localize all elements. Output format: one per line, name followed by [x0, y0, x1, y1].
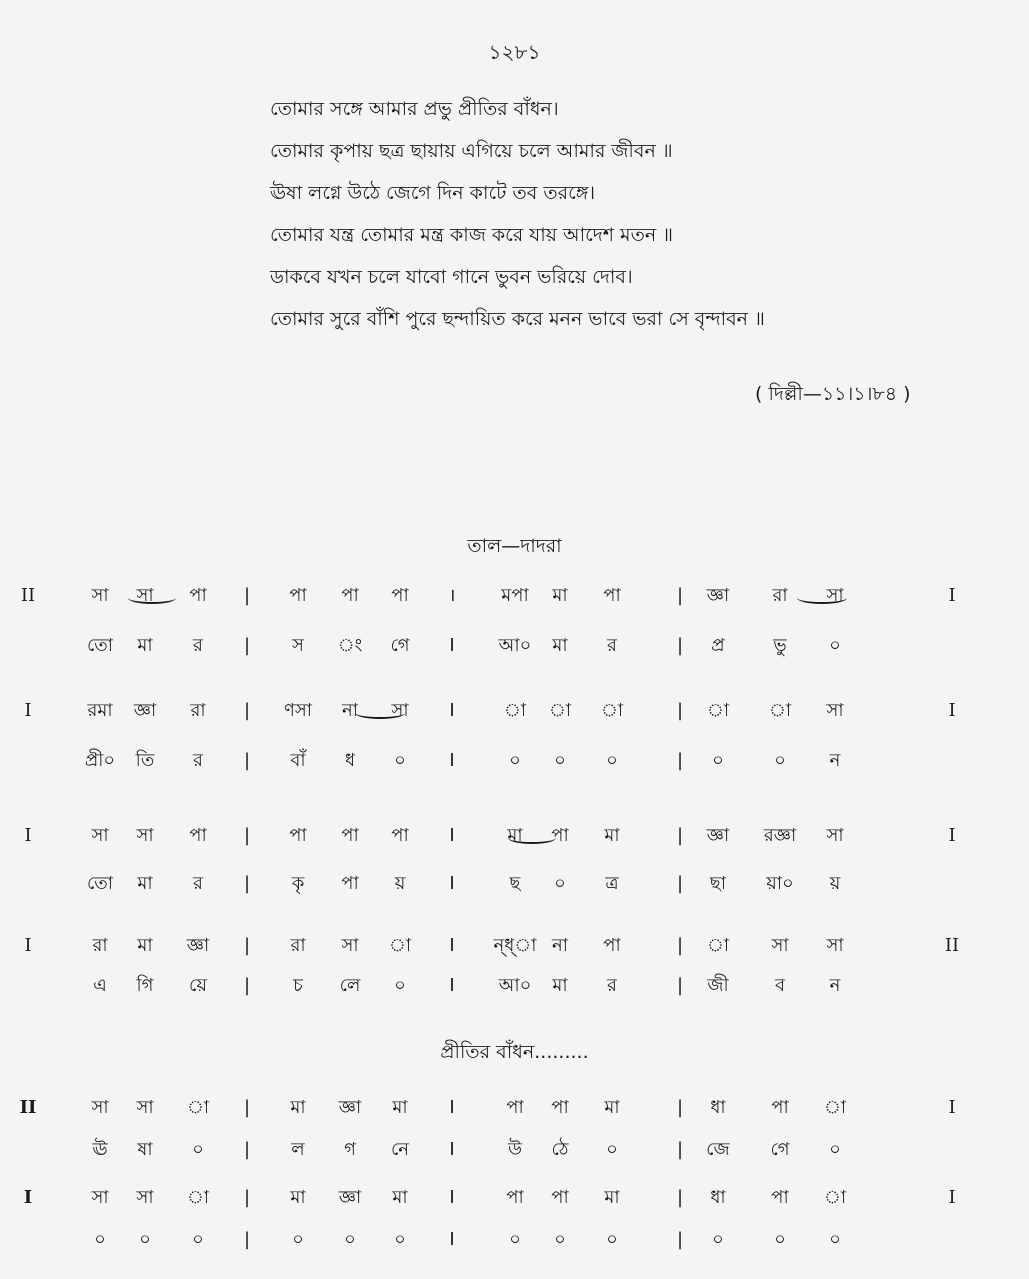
lyric-syllable-row [0, 628, 1029, 664]
lyric-syllable: ০ [829, 1139, 841, 1160]
swara-note: পা [506, 1097, 524, 1118]
slur-arc [355, 707, 405, 719]
swara-note: পা [189, 825, 207, 846]
swara-note: সা [136, 1097, 154, 1118]
bar-line: I [24, 825, 32, 846]
swara-note: মা [604, 825, 620, 846]
lyric-syllable: ০ [344, 1229, 356, 1250]
swara-note: পা [551, 825, 569, 846]
bar-line: I [449, 1139, 455, 1160]
bar-line: II [19, 1097, 37, 1118]
lyric-syllable: ন [829, 750, 841, 771]
swara-note: পা [289, 825, 307, 846]
bar-line: I [948, 1187, 956, 1208]
swara-note: মা [392, 1097, 408, 1118]
bar-line: I [948, 1097, 956, 1118]
lyric-line: তোমার সুরে বাঁশি পুরে ছন্দায়িত করে মনন ভাবে ভরা সে বৃন্দাবন ॥ [270, 308, 765, 330]
lyric-syllable: ০ [606, 750, 618, 771]
bar-line: I [449, 700, 455, 721]
lyric-syllable: ং [337, 635, 363, 656]
swara-note: রজ্ঞা [763, 825, 797, 846]
bar-line: I [948, 585, 956, 606]
bar-line: I [24, 700, 32, 721]
bar-line: | [243, 1229, 251, 1250]
swara-note: া [706, 700, 730, 721]
slur-arc [128, 592, 176, 604]
lyric-syllable: এ [93, 975, 107, 996]
bar-line: | [676, 1187, 684, 1208]
swara-note: পা [551, 1187, 569, 1208]
lyric-syllable: ০ [94, 1229, 106, 1250]
lyric-syllable: আ০ [498, 975, 532, 996]
swara-note: পা [341, 585, 359, 606]
lyric-syllable: র [193, 635, 203, 656]
lyric-syllable: ধ [344, 750, 356, 771]
lyric-syllable: ০ [509, 1229, 521, 1250]
swara-note: া [823, 1187, 847, 1208]
lyric-syllable: তি [135, 750, 155, 771]
lyric-syllable: ০ [192, 1229, 204, 1250]
swara-note: মা [604, 1187, 620, 1208]
lyric-syllable: ০ [774, 750, 786, 771]
lyric-syllable: গ [344, 1139, 356, 1160]
swara-note: মা [290, 1097, 306, 1118]
swara-note: সা [91, 1097, 109, 1118]
lyric-syllable: ০ [554, 873, 566, 894]
lyric-syllable-row [0, 866, 1029, 902]
lyric-syllable: ০ [509, 750, 521, 771]
slur-arc [508, 832, 556, 844]
page-number: ১২৮১ [488, 40, 541, 64]
swara-note: মা [552, 585, 568, 606]
bar-line: | [676, 585, 684, 606]
lyric-syllable: লে [339, 975, 361, 996]
lyric-syllable: ঠে [551, 1139, 569, 1160]
lyric-syllable: ০ [606, 1229, 618, 1250]
swara-note: রা [190, 700, 206, 721]
swara-note: না [342, 700, 358, 721]
bar-line: I [449, 975, 455, 996]
swara-note: জ্ঞা [706, 825, 730, 846]
lyric-syllable: ০ [606, 1139, 618, 1160]
lyric-syllable: মা [552, 635, 568, 656]
swara-note: া [600, 700, 624, 721]
bar-line: | [243, 975, 251, 996]
lyric-syllable-row [0, 1132, 1029, 1168]
bar-line: | [243, 700, 251, 721]
bar-line: I [449, 635, 455, 656]
lyric-syllable: তো [86, 873, 114, 894]
lyric-syllable: ঊ [92, 1139, 108, 1160]
swara-note: জ্ঞা [338, 1097, 362, 1118]
swara-note: জ্ঞা [706, 585, 730, 606]
lyric-syllable: ছা [709, 873, 727, 894]
bar-line: I [449, 935, 455, 956]
lyric-syllable: আ০ [498, 635, 532, 656]
swara-note: সা [391, 700, 409, 721]
swara-note: না [552, 935, 568, 956]
lyric-line: তোমার কৃপায় ছত্র ছায়ায় এগিয়ে চলে আমার জীবন ॥ [270, 140, 673, 162]
lyric-syllable: ০ [192, 1139, 204, 1160]
lyric-syllable: গে [770, 1139, 790, 1160]
bar-line: I [449, 1229, 455, 1250]
lyric-syllable: বাঁ [290, 750, 306, 771]
swara-note: সা [826, 935, 844, 956]
lyric-line: ডাকবে যখন চলে যাবো গানে ভুবন ভরিয়ে দোব। [270, 266, 633, 288]
swara-note: পা [289, 585, 307, 606]
bar-line: | [243, 750, 251, 771]
bar-line: | [243, 825, 251, 846]
lyric-syllable: প্রী০ [84, 750, 116, 771]
lyric-syllable: র [607, 975, 617, 996]
bar-line: | [676, 935, 684, 956]
song-lyrics [270, 88, 990, 340]
lyric-syllable: ত্র [605, 873, 619, 894]
lyric-syllable: নে [390, 1139, 410, 1160]
lyric-syllable: ০ [394, 750, 406, 771]
slur-arc [797, 592, 847, 604]
lyric-syllable-row [0, 743, 1029, 779]
swara-note: পা [551, 1097, 569, 1118]
bar-line: I [24, 935, 32, 956]
lyric-syllable: উ [507, 1139, 523, 1160]
lyric-syllable: প্র [711, 635, 725, 656]
lyric-syllable: ০ [554, 750, 566, 771]
swara-note: া [503, 700, 527, 721]
bar-line: I [948, 700, 956, 721]
lyric-syllable: ০ [554, 1229, 566, 1250]
lyric-syllable: ষা [137, 1139, 153, 1160]
swara-row [0, 928, 1029, 964]
swara-note: ণসা [284, 700, 312, 721]
section-subheading: প্রীতির বাঁধন......... [440, 1041, 589, 1063]
swara-note: মা [137, 935, 153, 956]
swara-note: পা [771, 1097, 789, 1118]
lyric-syllable: মা [552, 975, 568, 996]
taal-heading: তাল—দাদরা [467, 535, 562, 557]
bar-line: | [243, 1097, 251, 1118]
lyric-syllable: গে [390, 635, 410, 656]
swara-row [0, 1090, 1029, 1126]
swara-note: া [548, 700, 572, 721]
lyric-syllable: ০ [829, 1229, 841, 1250]
lyric-syllable: পা [341, 873, 359, 894]
swara-note: ধা [710, 1187, 726, 1208]
swara-note: রা [290, 935, 306, 956]
swara-note: সা [136, 585, 154, 606]
swara-note: া [186, 1097, 210, 1118]
swara-note: পা [506, 1187, 524, 1208]
lyric-syllable: জী [707, 975, 729, 996]
swara-note: সা [91, 585, 109, 606]
bar-line: | [243, 873, 251, 894]
swara-note: া [823, 1097, 847, 1118]
swara-note: পা [603, 935, 621, 956]
lyric-syllable: ব [774, 975, 786, 996]
lyric-line: তোমার যন্ত্র তোমার মন্ত্র কাজ করে যায় আদেশ মতন ॥ [270, 224, 673, 246]
lyric-syllable: ০ [394, 1229, 406, 1250]
swara-note: জ্ঞা [133, 700, 157, 721]
lyric-syllable: য় [394, 873, 406, 894]
lyric-syllable: য়ে [189, 975, 207, 996]
swara-note: জ্ঞা [338, 1187, 362, 1208]
lyric-syllable: র [193, 873, 203, 894]
swara-note: রমা [87, 700, 113, 721]
swara-note: া [706, 935, 730, 956]
bar-line: II [20, 585, 36, 606]
swara-note: পা [341, 825, 359, 846]
bar-line: | [676, 975, 684, 996]
swara-note: জ্ঞা [186, 935, 210, 956]
bar-line: | [676, 1097, 684, 1118]
lyric-syllable: জে [706, 1139, 730, 1160]
bar-line: | [676, 825, 684, 846]
bar-line: | [676, 873, 684, 894]
bar-line: | [243, 635, 251, 656]
lyric-syllable: মা [137, 635, 153, 656]
bar-line: II [944, 935, 960, 956]
lyric-syllable: ০ [829, 635, 841, 656]
bar-line: | [676, 1229, 684, 1250]
lyric-syllable: ০ [292, 1229, 304, 1250]
swara-note: পা [771, 1187, 789, 1208]
lyric-syllable: য় [829, 873, 841, 894]
lyric-line: ঊষা লগ্নে উঠে জেগে দিন কাটে তব তরঙ্গে। [270, 182, 596, 204]
swara-note: া [388, 935, 412, 956]
lyric-syllable: মা [137, 873, 153, 894]
swara-note: সা [136, 825, 154, 846]
bar-line: | [243, 585, 251, 606]
swara-note: মা [392, 1187, 408, 1208]
lyric-syllable: ছ [509, 873, 521, 894]
lyric-syllable: ০ [774, 1229, 786, 1250]
swara-note: া [186, 1187, 210, 1208]
swara-note: পা [391, 825, 409, 846]
lyric-syllable: তো [86, 635, 114, 656]
lyric-syllable: য়া০ [766, 873, 794, 894]
lyric-syllable-row [0, 968, 1029, 1004]
swara-note: সা [826, 825, 844, 846]
lyric-syllable: গি [136, 975, 154, 996]
swara-note: সা [826, 700, 844, 721]
swara-note: মা [604, 1097, 620, 1118]
place-date: ( দিল্লী—১১।১।৮৪ ) [755, 383, 911, 405]
lyric-syllable: র [607, 635, 617, 656]
swara-row [0, 1180, 1029, 1216]
swara-note: পা [603, 585, 621, 606]
lyric-syllable: চ [293, 975, 303, 996]
swara-note: ধা [710, 1097, 726, 1118]
bar-line: I [23, 1187, 33, 1208]
bar-line: | [243, 935, 251, 956]
bar-line: । [448, 585, 456, 606]
swara-note: মা [507, 825, 523, 846]
lyric-syllable: ল [291, 1139, 305, 1160]
lyric-syllable: ০ [394, 975, 406, 996]
bar-line: I [449, 750, 455, 771]
swara-note: সা [136, 1187, 154, 1208]
swara-note: া [768, 700, 792, 721]
bar-line: I [449, 873, 455, 894]
swara-note: সা [341, 935, 359, 956]
lyric-syllable: ০ [139, 1229, 151, 1250]
swara-row [0, 693, 1029, 729]
bar-line: | [676, 1139, 684, 1160]
lyric-line: তোমার সঙ্গে আমার প্রভু প্রীতির বাঁধন। [270, 98, 559, 120]
bar-line: I [449, 1097, 455, 1118]
swara-note: রা [92, 935, 108, 956]
bar-line: | [676, 635, 684, 656]
lyric-syllable-row [0, 1222, 1029, 1258]
lyric-syllable: র [193, 750, 203, 771]
lyric-syllable: স [292, 635, 304, 656]
lyric-syllable: ন [829, 975, 841, 996]
bar-line: | [243, 1187, 251, 1208]
bar-line: I [948, 825, 956, 846]
swara-note: সা [91, 825, 109, 846]
lyric-syllable: ০ [712, 750, 724, 771]
swara-note: সা [771, 935, 789, 956]
lyric-syllable: ভু [773, 635, 787, 656]
swara-note: মা [290, 1187, 306, 1208]
swara-note: সা [826, 585, 844, 606]
swara-note: মপা [501, 585, 529, 606]
bar-line: | [676, 700, 684, 721]
swara-note: পা [189, 585, 207, 606]
bar-line: I [449, 825, 455, 846]
swara-note: পা [391, 585, 409, 606]
bar-line: | [243, 1139, 251, 1160]
lyric-syllable: ০ [712, 1229, 724, 1250]
bar-line: | [676, 750, 684, 771]
swara-note: সা [91, 1187, 109, 1208]
bar-line: I [449, 1187, 455, 1208]
swara-note: রা [772, 585, 788, 606]
lyric-syllable: কৃ [291, 873, 305, 894]
swara-note: ন্‌ধ্‌া [493, 935, 537, 956]
